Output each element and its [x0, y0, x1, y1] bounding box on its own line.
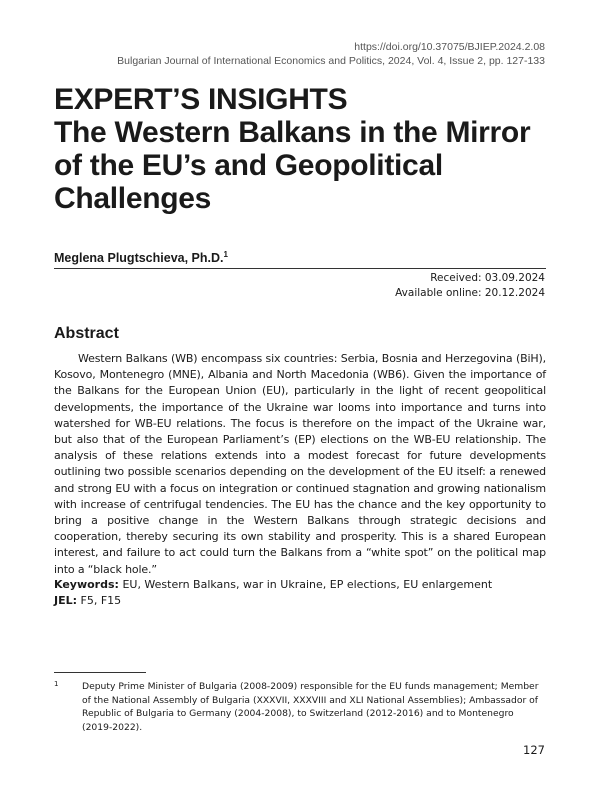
abstract-heading: Abstract	[54, 325, 119, 342]
footnote	[54, 680, 546, 734]
author-divider	[54, 268, 546, 269]
footnote-divider	[54, 672, 146, 673]
keywords-value: EU, Western Balkans, war in Ukraine, EP elections, EU enlargement	[122, 578, 493, 591]
footnote-mark: 1	[54, 680, 59, 688]
article-title	[54, 83, 554, 215]
article-dates	[395, 271, 545, 301]
author-line	[54, 250, 228, 265]
jel-label: JEL:	[54, 594, 78, 608]
author-footnote-mark[interactable]: 1	[223, 250, 228, 259]
available-online-date: Available online: 20.12.2024	[395, 287, 545, 299]
keywords-line	[54, 577, 492, 593]
abstract-text: Western Balkans (WB) encompass six countries: Serbia, Bosnia and Herzegovina (BiH), Kosovo, Montenegro (MNE), Albania and North Macedonia (WB6). Given the importance of the Balkans for the European Union (EU), particularly in the light of recent geopolitical developments, the importance of the Ukraine war looms into importance and turns into watershed for WB-EU relations. The focus is therefore on the impact of the Ukraine war, but also that of the European Parliament’s (EP) elections on the WB-EU relationship. The analysis of these relations extends into a modest forecast for future developments outlining two possible scenarios depending on the development of the EU itself: a renewed and strong EU with a focus on integration or continued stagnation and growing nationalism with increase of centrifugal tendencies. The EU has the chance and the key opportunity to bring a positive change in the Western Balkans through strategic decisions and cooperation, thereby securing its own stability and prosperity. This is a shared European interest, and failure to act could turn the Balkans from a “white spot” on the political map into a “black hole.”	[54, 352, 546, 576]
keywords-label: Keywords:	[54, 578, 119, 591]
author-name: Meglena Plugtschieva, Ph.D.	[54, 251, 224, 266]
title-line-1: EXPERT’S INSIGHTS	[54, 83, 348, 116]
footnote-text: Deputy Prime Minister of Bulgaria (2008-2009) responsible for the EU funds management; Member of the National Assembly of Bulgaria (XXXVII, XXXVIII and XLI National Assemblies); Ambassador of Republic of Bulgaria to Germany (2004-2008), to Switzerland (2012-2016) and to Montenegro (2019-2022).	[82, 681, 539, 733]
title-line-2: The Western Balkans in the Mirror	[54, 116, 531, 149]
title-line-4: Challenges	[54, 182, 212, 215]
journal-citation: Bulgarian Journal of International Economics and Politics, 2024, Vol. 4, Issue 2, pp. 127-133	[117, 55, 545, 67]
page-number: 127	[523, 743, 545, 757]
received-date: Received: 03.09.2024	[430, 272, 545, 284]
jel-line	[54, 593, 492, 609]
keywords-block	[54, 577, 492, 609]
jel-value: F5, F15	[80, 594, 122, 608]
doi-link[interactable]: https://doi.org/10.37075/BJIEP.2024.2.08	[354, 41, 545, 53]
title-line-3: of the EU’s and Geopolitical	[54, 149, 443, 182]
